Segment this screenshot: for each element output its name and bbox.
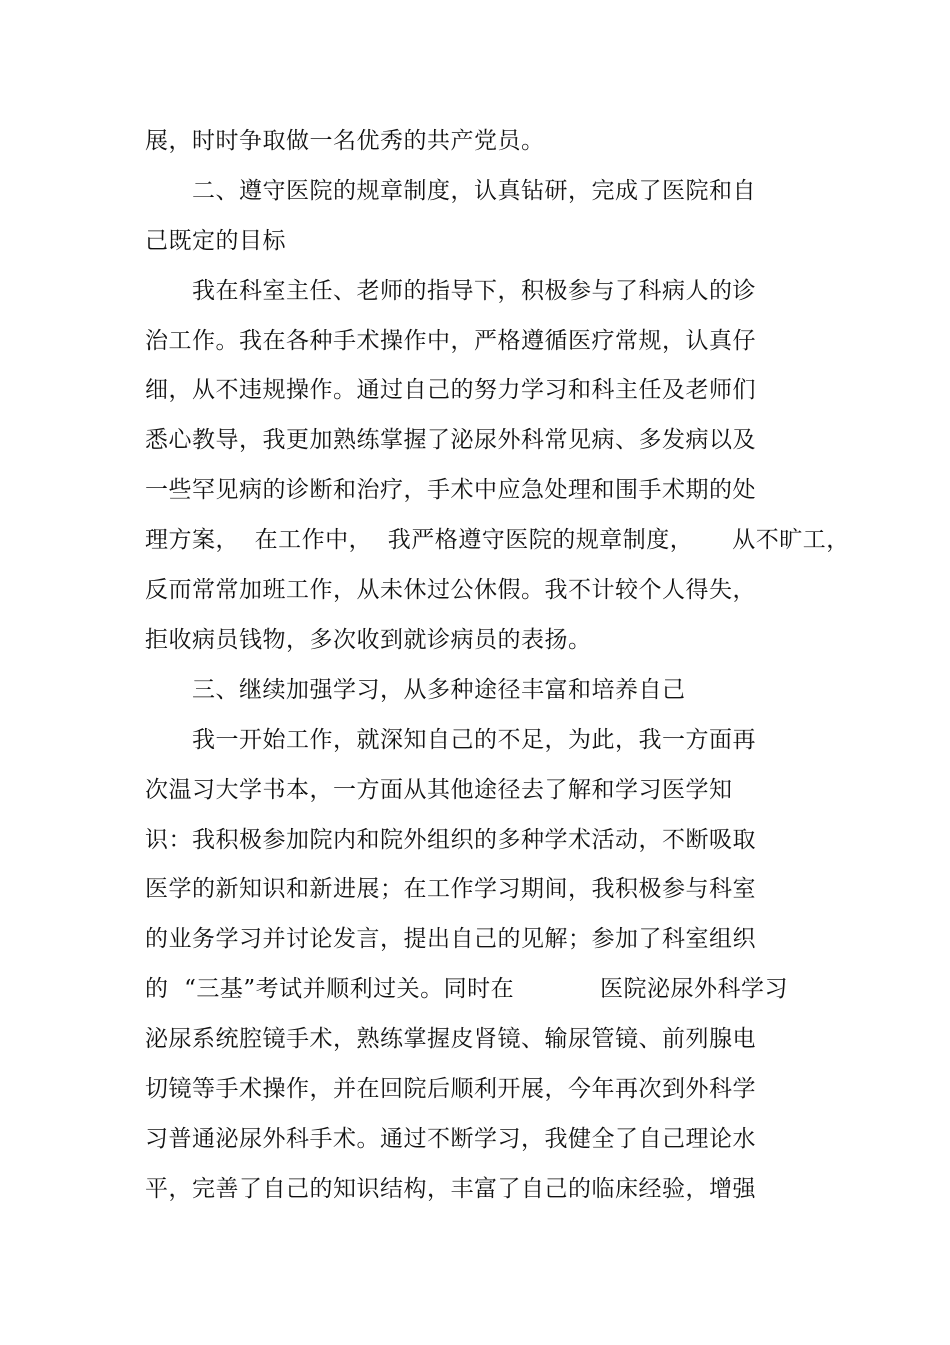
text-line: 反而常常加班工作，从未休过公休假。我不计较个人得失， [145,577,756,603]
text-line: 理方案， 在工作中， 我严格遵守医院的规章制度， 从不旷工， [145,527,850,553]
text-line: 的业务学习并讨论发言，提出自己的见解；参加了科室组织 [145,926,756,952]
text-line: 治工作。我在各种手术操作中，严格遵循医疗常规，认真仔 [145,328,756,354]
text-line: 识：我积极参加院内和院外组织的多种学术活动，不断吸取 [145,827,756,853]
text-line: 平，完善了自己的知识结构，丰富了自己的临床经验，增强 [145,1176,756,1202]
text-line: 次温习大学书本，一方面从其他途径去了解和学习医学知 [145,777,733,803]
text-line: 展，时时争取做一名优秀的共产党员。 [145,128,545,154]
text-line: 拒收病员钱物，多次收到就诊病员的表扬。 [145,627,592,653]
section-heading: 己既定的目标 [145,228,286,254]
text-line: 泌尿系统腔镜手术，熟练掌握皮肾镜、输尿管镜、前列腺电 [145,1026,756,1052]
text-line: 我一开始工作，就深知自己的不足，为此，我一方面再 [145,727,756,753]
text-line: 一些罕见病的诊断和治疗，手术中应急处理和围手术期的处 [145,477,756,503]
text-line: 细，从不违规操作。通过自己的努力学习和科主任及老师们 [145,377,756,403]
text-line: 医学的新知识和新进展；在工作学习期间，我积极参与科室 [145,876,756,902]
text-line: 悉心教导，我更加熟练掌握了泌尿外科常见病、多发病以及 [145,427,756,453]
text-line: 我在科室主任、老师的指导下，积极参与了科病人的诊 [145,278,756,304]
text-line: 习普通泌尿外科手术。通过不断学习，我健全了自己理论水 [145,1126,756,1152]
text-line: 的 “三基”考试并顺利过关。同时在 医院泌尿外科学习 [145,976,789,1002]
section-heading: 三、继续加强学习，从多种途径丰富和培养自己 [145,677,686,703]
section-heading: 二、遵守医院的规章制度，认真钻研，完成了医院和自 [145,178,756,204]
text-line: 切镜等手术操作，并在回院后顺利开展，今年再次到外科学 [145,1076,756,1102]
